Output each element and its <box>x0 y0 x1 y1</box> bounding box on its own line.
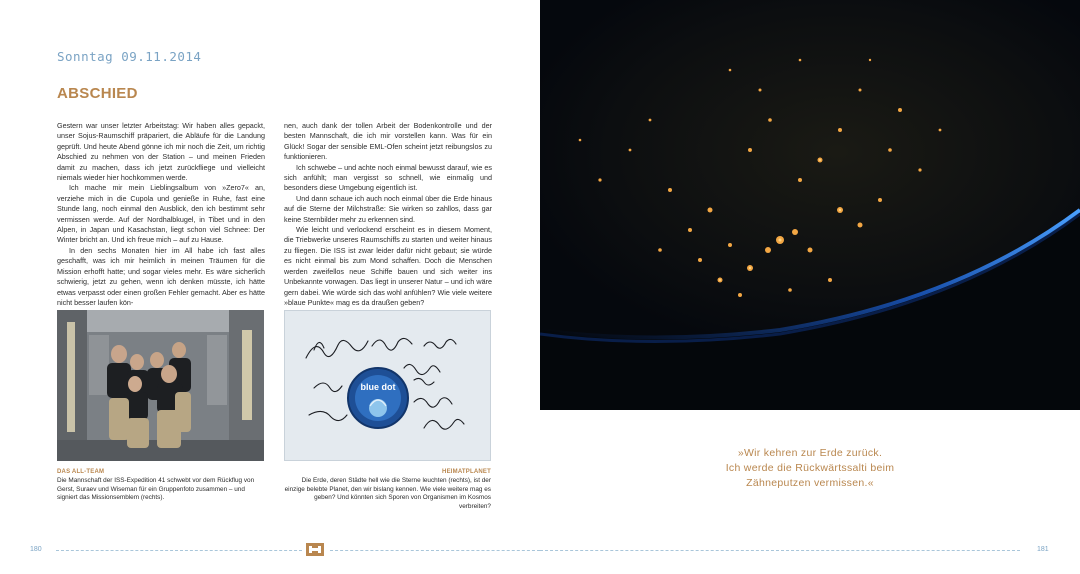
caption-earth <box>284 468 491 512</box>
patch-title: blue dot <box>360 382 396 392</box>
paragraph: In den sechs Monaten hier im All habe ich fast alles geschafft, was ich mir heimlich in meinen Träumen für die Mission erhofft hatte; und sogar vieles mehr. Es wäre sicherlich schwierig, jetzt zu gehen, wenn ich denken müsste, ich hätte etwas verpasst oder einen großen Fehler gemacht. Aber es hätte nicht besser laufen kön- <box>57 245 265 307</box>
paragraph: Ich mache mir mein Lieblingsalbum von »Zero7« an, verziehe mich in die Cupola und genieße in Ruhe, fast eine Stunde lang, noch einmal den Ausblick, den ich bestimmt sehr vermissen werde. Auf der Nordhalbkugel, in Tibet und in den Alpen, in Japan und Kasachstan, liegt schon viel Schnee: Der Winter bricht an. Und ich freue mich – auf zu Hause. <box>57 183 265 245</box>
earth-night-illustration <box>540 0 1080 410</box>
footer-rule <box>540 550 1020 551</box>
date-heading: Sonntag 09.11.2014 <box>57 49 202 64</box>
mission-patch-illustration <box>284 310 491 461</box>
footer-rule <box>56 550 302 551</box>
text-column-1 <box>57 121 265 308</box>
caption-label: DAS ALL-TEAM <box>57 469 105 475</box>
page-number-right: 181 <box>1037 546 1049 553</box>
caption-text: Die Mannschaft der ISS-Expedition 41 schwebt vor dem Rückflug von Gerst, Suraev und Wiseman für ein Gruppenfoto zusammen – und signiert das Missionsemblem (rechts). <box>57 476 255 502</box>
paragraph: Wie leicht und verlockend erscheint es in diesem Moment, die Triebwerke unseres Raumschiffs zu starten und weiter hinaus zu fliegen. Die ISS ist zwar leider dafür nicht gebaut; sie würde es nicht einmal bis zum Mond schaffen. Doch die Menschen werden zweifellos neue Schiffe bauen und sich weiter ins Unbekannte vorwagen. Das liegt in unserer Natur – und ich wäre gern dabei. Wie würde sich das wohl anfühlen? Wie viele weitere »blaue Punkte« mag es da draußen geben? <box>284 225 492 307</box>
paragraph: Ich schwebe – und achte noch einmal bewusst darauf, wie es sich anfühlt; man vergisst so schnell, wie einmalig und besonders diese Umgebung eigentlich ist. <box>284 162 492 193</box>
caption-label: HEIMATPLANET <box>442 469 491 475</box>
right-page <box>540 0 1080 574</box>
page-number-left: 180 <box>30 546 42 553</box>
crew-photo <box>57 310 264 461</box>
book-logo-icon <box>306 543 324 556</box>
text-column-2 <box>284 121 492 308</box>
chapter-title: ABSCHIED <box>57 85 138 102</box>
paragraph: Und dann schaue ich auch noch einmal über die Erde hinaus auf die Sterne der Milchstraße: Sie wirken so zahllos, dass gar keine Sternbilder mehr zu erkennen sind. <box>284 193 492 224</box>
crew-photo-illustration <box>57 310 264 461</box>
quote-line: Zähneputzen vermissen.« <box>746 477 874 489</box>
earth-night-photo <box>540 0 1080 410</box>
paragraph: Gestern war unser letzter Arbeitstag: Wir haben alles gepackt, unser Sojus-Raumschiff präpariert, die Abläufe für die Landung geprüft. Und heute Abend gönne ich mir noch die Zeit, um richtig Abschied zu nehmen von der Station – und meinen Frieden damit zu machen, dass ich jetzt zurückfliege und vielleicht niemals wieder hier hochkommen werde. <box>57 121 265 183</box>
pull-quote <box>540 446 1080 491</box>
paragraph: nen, auch dank der tollen Arbeit der Bodenkontrolle und der besten Mannschaft, die ich mir vorstellen kann. Was für ein Glück! Sogar der sensible EML-Ofen scheint jetzt reibungslos zu funktionieren. <box>284 121 492 162</box>
mission-patch-photo <box>284 310 491 461</box>
caption-crew <box>57 468 264 503</box>
footer-rule <box>330 550 540 551</box>
caption-text: Die Erde, deren Städte hell wie die Sterne leuchten (rechts), ist der einzige belebte Planet, den wir bislang kennen. Wie viele weitere mag es geben? Und könnten sich Sporen von Organismen im Kosmos verbreiten? <box>284 476 491 511</box>
quote-line: Ich werde die Rückwärtssalti beim <box>725 462 895 474</box>
quote-line: »Wir kehren zur Erde zurück. <box>737 447 883 459</box>
